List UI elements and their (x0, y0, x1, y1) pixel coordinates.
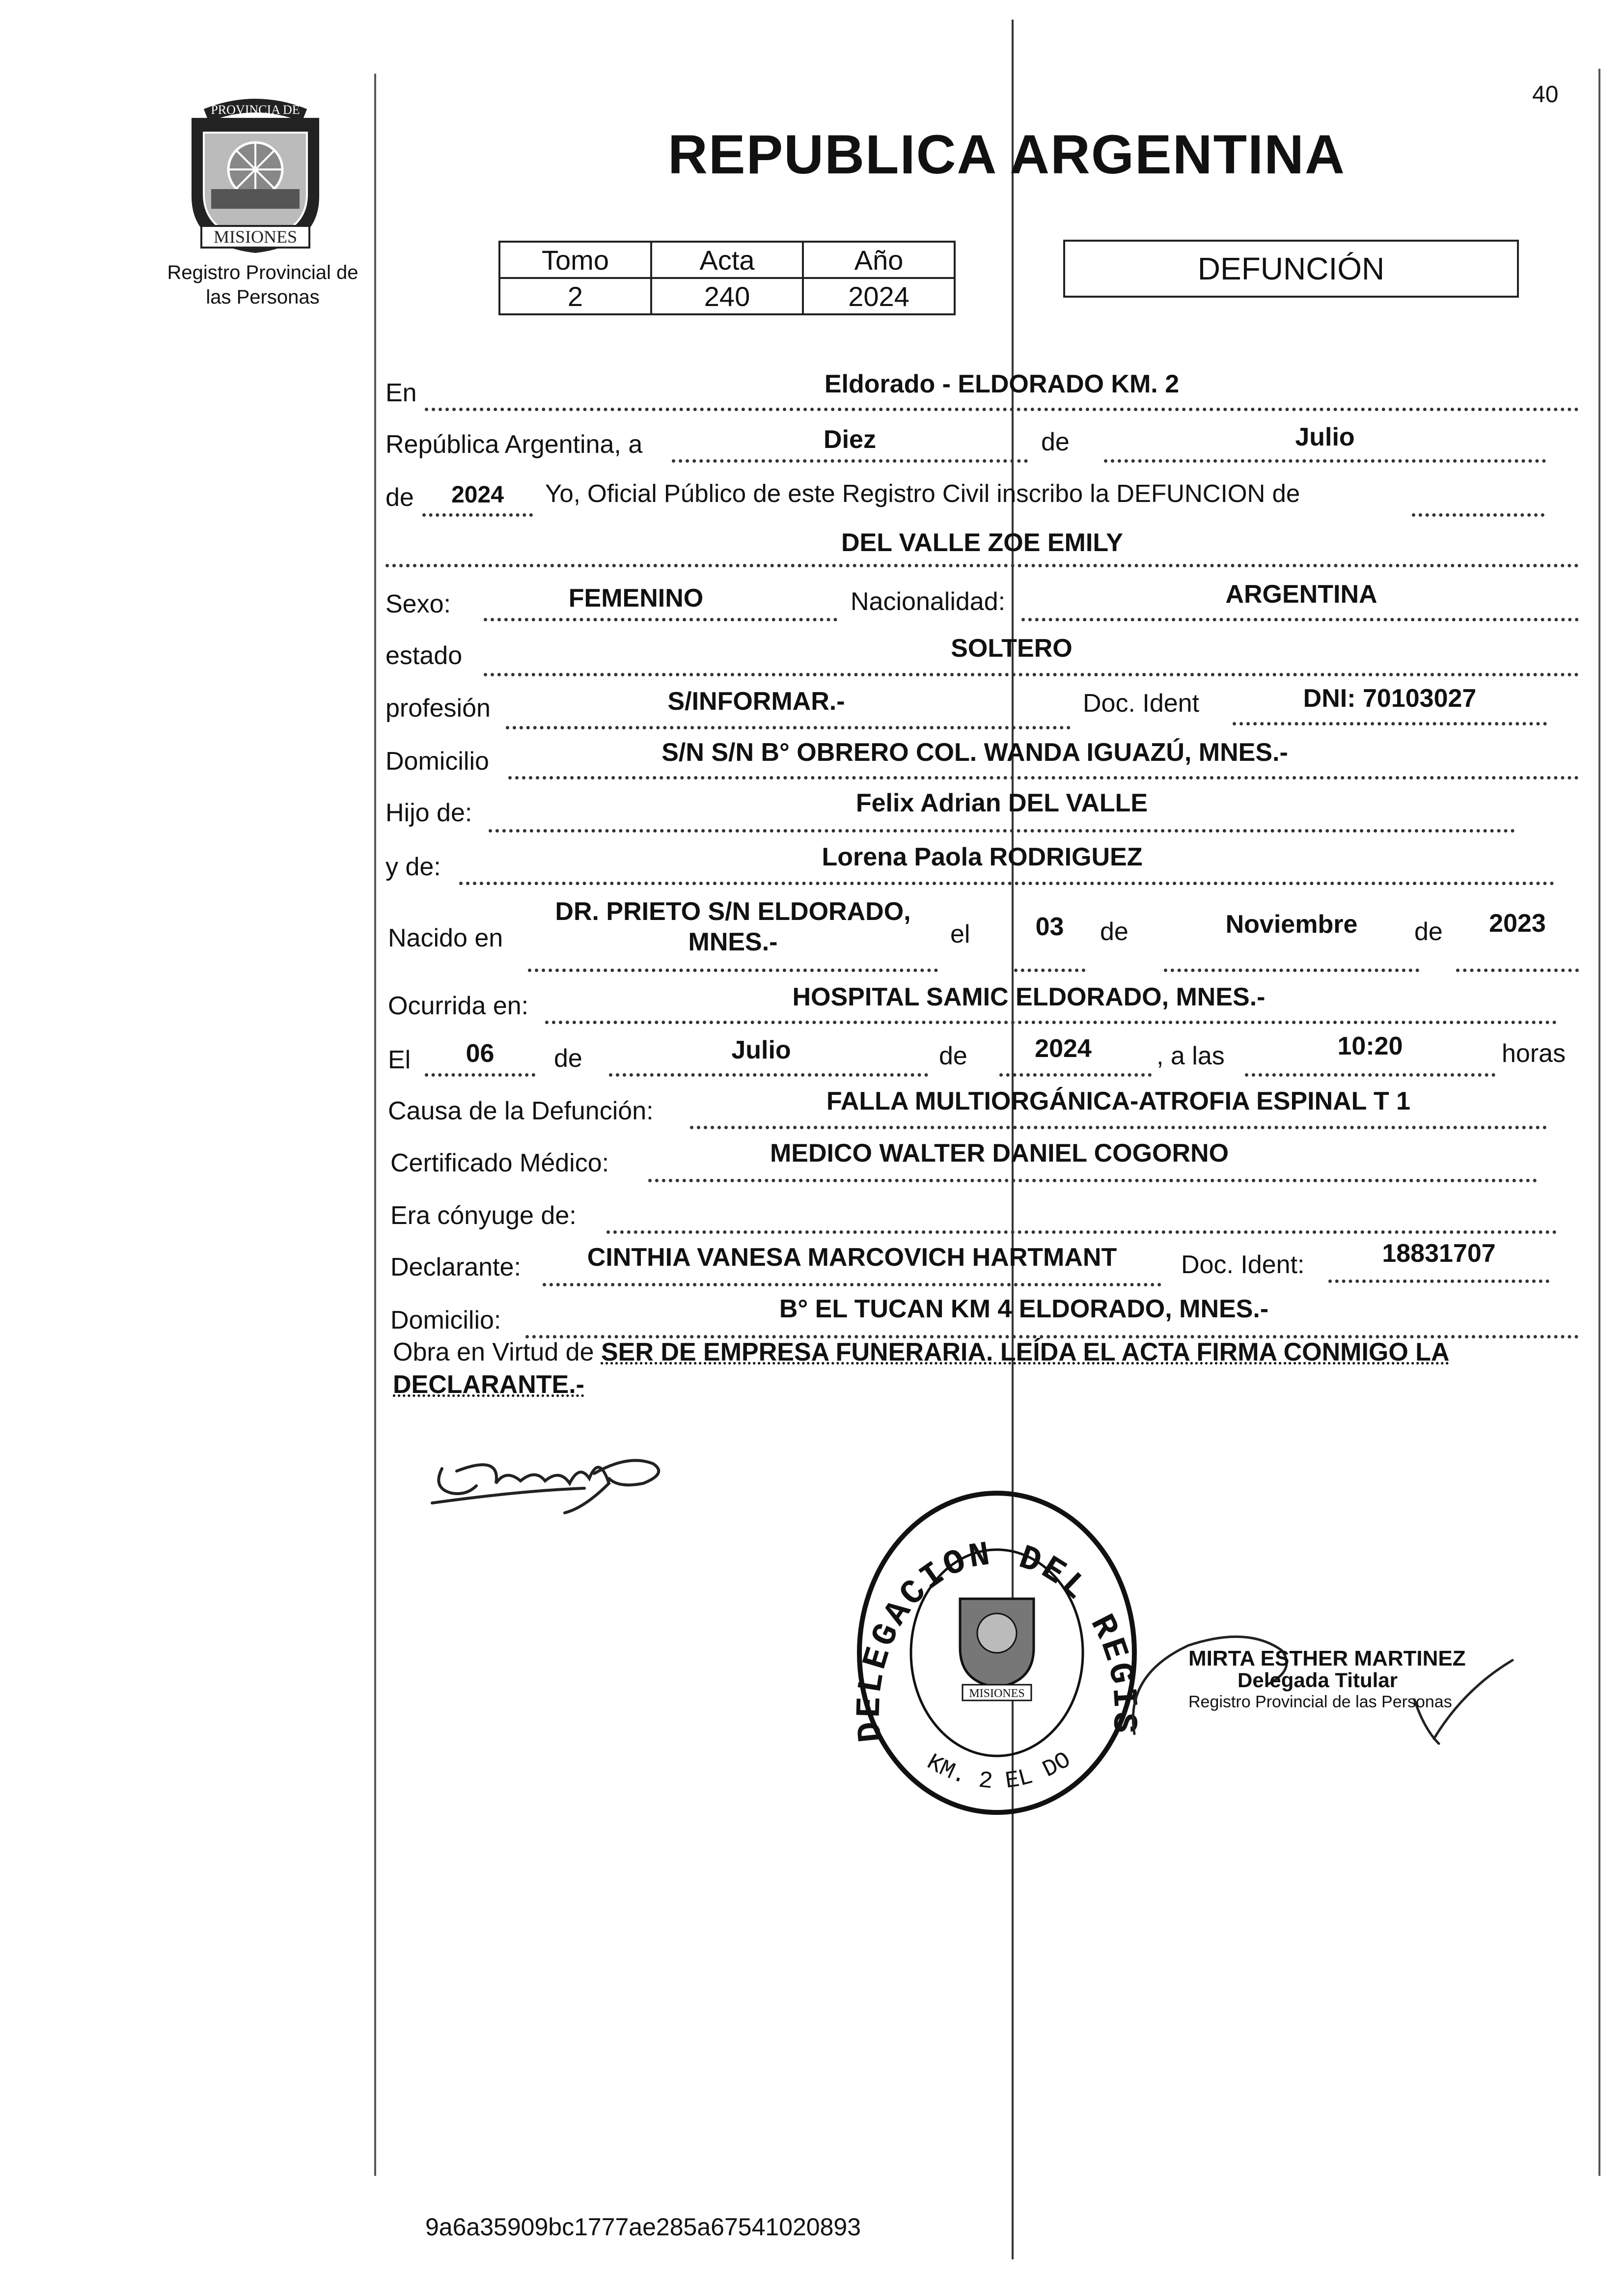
official-role: Delegada Titular (1238, 1669, 1398, 1692)
page-number: 40 (1532, 82, 1559, 108)
label-en: En (385, 379, 417, 407)
value-father: Felix Adrian DEL VALLE (855, 789, 1148, 817)
value-birth-day: 03 (1035, 913, 1064, 941)
dotted-line (459, 882, 1554, 885)
stamp-center-text: MISIONES (969, 1687, 1025, 1700)
page-title: REPUBLICA ARGENTINA (668, 124, 1346, 185)
dotted-line (1104, 459, 1546, 463)
declarant-signature (422, 1434, 697, 1523)
dotted-line (609, 1073, 928, 1077)
act-table-header: Acta (651, 242, 803, 278)
dotted-line (606, 1230, 1557, 1234)
dotted-line (506, 726, 1071, 729)
label-a-las: , a las (1156, 1042, 1225, 1070)
dotted-line (543, 1283, 1161, 1286)
closing-paragraph (393, 1336, 1591, 1401)
value-dni: DNI: 70103027 (1303, 684, 1477, 713)
label-inscribo: Yo, Oficial Público de este Registro Civil inscribo la DEFUNCION de (545, 479, 1300, 507)
label-republica: República Argentina, a (385, 430, 643, 459)
value-mother: Lorena Paola RODRIGUEZ (822, 843, 1143, 871)
dotted-line (1164, 969, 1419, 972)
label-causa: Causa de la Defunción: (388, 1097, 654, 1125)
value-declarant-address: B° EL TUCAN KM 4 ELDORADO, MNES.- (779, 1295, 1269, 1323)
label-nacionalidad: Nacionalidad: (851, 587, 1006, 616)
label-certificado: Certificado Médico: (390, 1149, 609, 1177)
label-el-cap: El (388, 1046, 411, 1074)
label-sexo: Sexo: (385, 590, 451, 618)
dotted-line (425, 408, 1579, 411)
label-profesion: profesión (385, 694, 491, 723)
dotted-line (1412, 513, 1544, 517)
label-doc-ident-declarant: Doc. Ident: (1181, 1251, 1305, 1279)
value-declarant-doc: 18831707 (1382, 1239, 1496, 1268)
value-cause: FALLA MULTIORGÁNICA-ATROFIA ESPINAL T 1 (826, 1087, 1411, 1115)
dotted-line (672, 459, 1028, 463)
value-certifier: MEDICO WALTER DANIEL COGORNO (770, 1139, 1229, 1168)
stamp-ring-text: DELEGACION DEL REGIS (852, 1535, 1142, 1744)
value-year: 2024 (451, 482, 504, 508)
dotted-line (1021, 618, 1579, 621)
label-de-birth-year: de (1414, 918, 1443, 946)
registry-label: Registro Provincial de las Personas (167, 262, 358, 308)
label-nacido-en: Nacido en (388, 924, 503, 952)
value-death-year: 2024 (1035, 1034, 1092, 1063)
dotted-line (422, 513, 533, 517)
value-profession: S/INFORMAR.- (667, 687, 845, 716)
act-table-value: 2024 (803, 278, 955, 314)
dotted-line (528, 969, 938, 972)
act-table-header: Tomo (499, 242, 651, 278)
dotted-line (648, 1179, 1537, 1182)
label-domicilio: Domicilio (385, 747, 489, 776)
dotted-line (425, 1073, 535, 1077)
dotted-line (484, 673, 1579, 676)
label-conyuge: Era cónyuge de: (390, 1201, 577, 1230)
label-doc-ident: Doc. Ident (1083, 689, 1200, 718)
value-birth-place: DR. PRIETO S/N ELDORADO, MNES.- (555, 897, 911, 956)
document-hash: 9a6a35909bc1777ae285a67541020893 (425, 2213, 861, 2241)
label-y-de: y de: (385, 853, 441, 881)
dotted-line (1245, 1073, 1495, 1077)
value-declarant: CINTHIA VANESA MARCOVICH HARTMANT (587, 1243, 1117, 1272)
value-birth-year: 2023 (1489, 909, 1546, 938)
label-de-death-year: de (939, 1042, 967, 1070)
registry-stamp (852, 1486, 1142, 1820)
value-address: S/N S/N B° OBRERO COL. WANDA IGUAZÚ, MNES.- (661, 738, 1288, 767)
act-table (498, 241, 956, 315)
dotted-line (385, 564, 1579, 567)
dotted-line (1328, 1280, 1549, 1283)
dotted-line (690, 1126, 1547, 1129)
dotted-line (1233, 722, 1547, 725)
document-type-box: DEFUNCIÓN (1063, 240, 1519, 298)
value-deceased-name: DEL VALLE ZOE EMILY (841, 529, 1123, 557)
label-de-death-month: de (554, 1044, 582, 1073)
dotted-line (489, 829, 1515, 833)
value-closing-text: SER DE EMPRESA FUNERARIA. LEÍDA EL ACTA FIRMA CONMIGO LA DECLARANTE.- (393, 1338, 1450, 1399)
value-nationality: ARGENTINA (1225, 580, 1377, 609)
value-death-place: HOSPITAL SAMIC ELDORADO, MNES.- (792, 983, 1266, 1011)
act-table-header: Año (803, 242, 955, 278)
value-death-day: 06 (466, 1039, 495, 1068)
official-org: Registro Provincial de las Personas (1188, 1693, 1452, 1711)
label-de-birth-month: de (1100, 918, 1129, 946)
label-de: de (1041, 428, 1070, 456)
dotted-line (484, 618, 837, 621)
value-month: Julio (1295, 423, 1355, 451)
label-estado: estado (385, 641, 463, 670)
label-horas: horas (1502, 1039, 1566, 1068)
value-civil-status: SOLTERO (951, 634, 1073, 663)
stamp-bottom-text: KM. 2 EL DO (922, 1747, 1076, 1796)
label-ocurrida-en: Ocurrida en: (388, 992, 529, 1020)
label-obra-en-virtud: Obra en Virtud de (393, 1338, 594, 1366)
value-death-month: Julio (731, 1036, 791, 1064)
label-el: el (950, 920, 970, 948)
logo-top-text: PROVINCIA DE (211, 103, 300, 117)
official-block (1188, 1648, 1466, 1713)
value-death-time: 10:20 (1337, 1032, 1403, 1060)
right-margin-line (1598, 69, 1600, 2176)
province-logo (182, 98, 329, 255)
dotted-line (999, 1073, 1152, 1077)
value-birth-month: Noviembre (1225, 910, 1358, 939)
value-day-words: Diez (824, 425, 876, 454)
left-margin-line (374, 74, 376, 2176)
act-table-value: 2 (499, 278, 651, 314)
label-hijo-de: Hijo de: (385, 799, 472, 827)
label-de-year: de (385, 483, 414, 512)
dotted-line (545, 1021, 1557, 1024)
dotted-line (1456, 969, 1579, 972)
value-sex: FEMENINO (568, 584, 704, 612)
official-name: MIRTA ESTHER MARTINEZ (1188, 1646, 1466, 1670)
logo-bottom-text: MISIONES (213, 227, 298, 247)
label-domicilio-declarant: Domicilio: (390, 1306, 501, 1335)
value-place: Eldorado - ELDORADO KM. 2 (824, 370, 1180, 398)
dotted-line (508, 776, 1579, 779)
label-declarante: Declarante: (390, 1253, 521, 1281)
act-table-value: 240 (651, 278, 803, 314)
dotted-line (1014, 969, 1085, 972)
